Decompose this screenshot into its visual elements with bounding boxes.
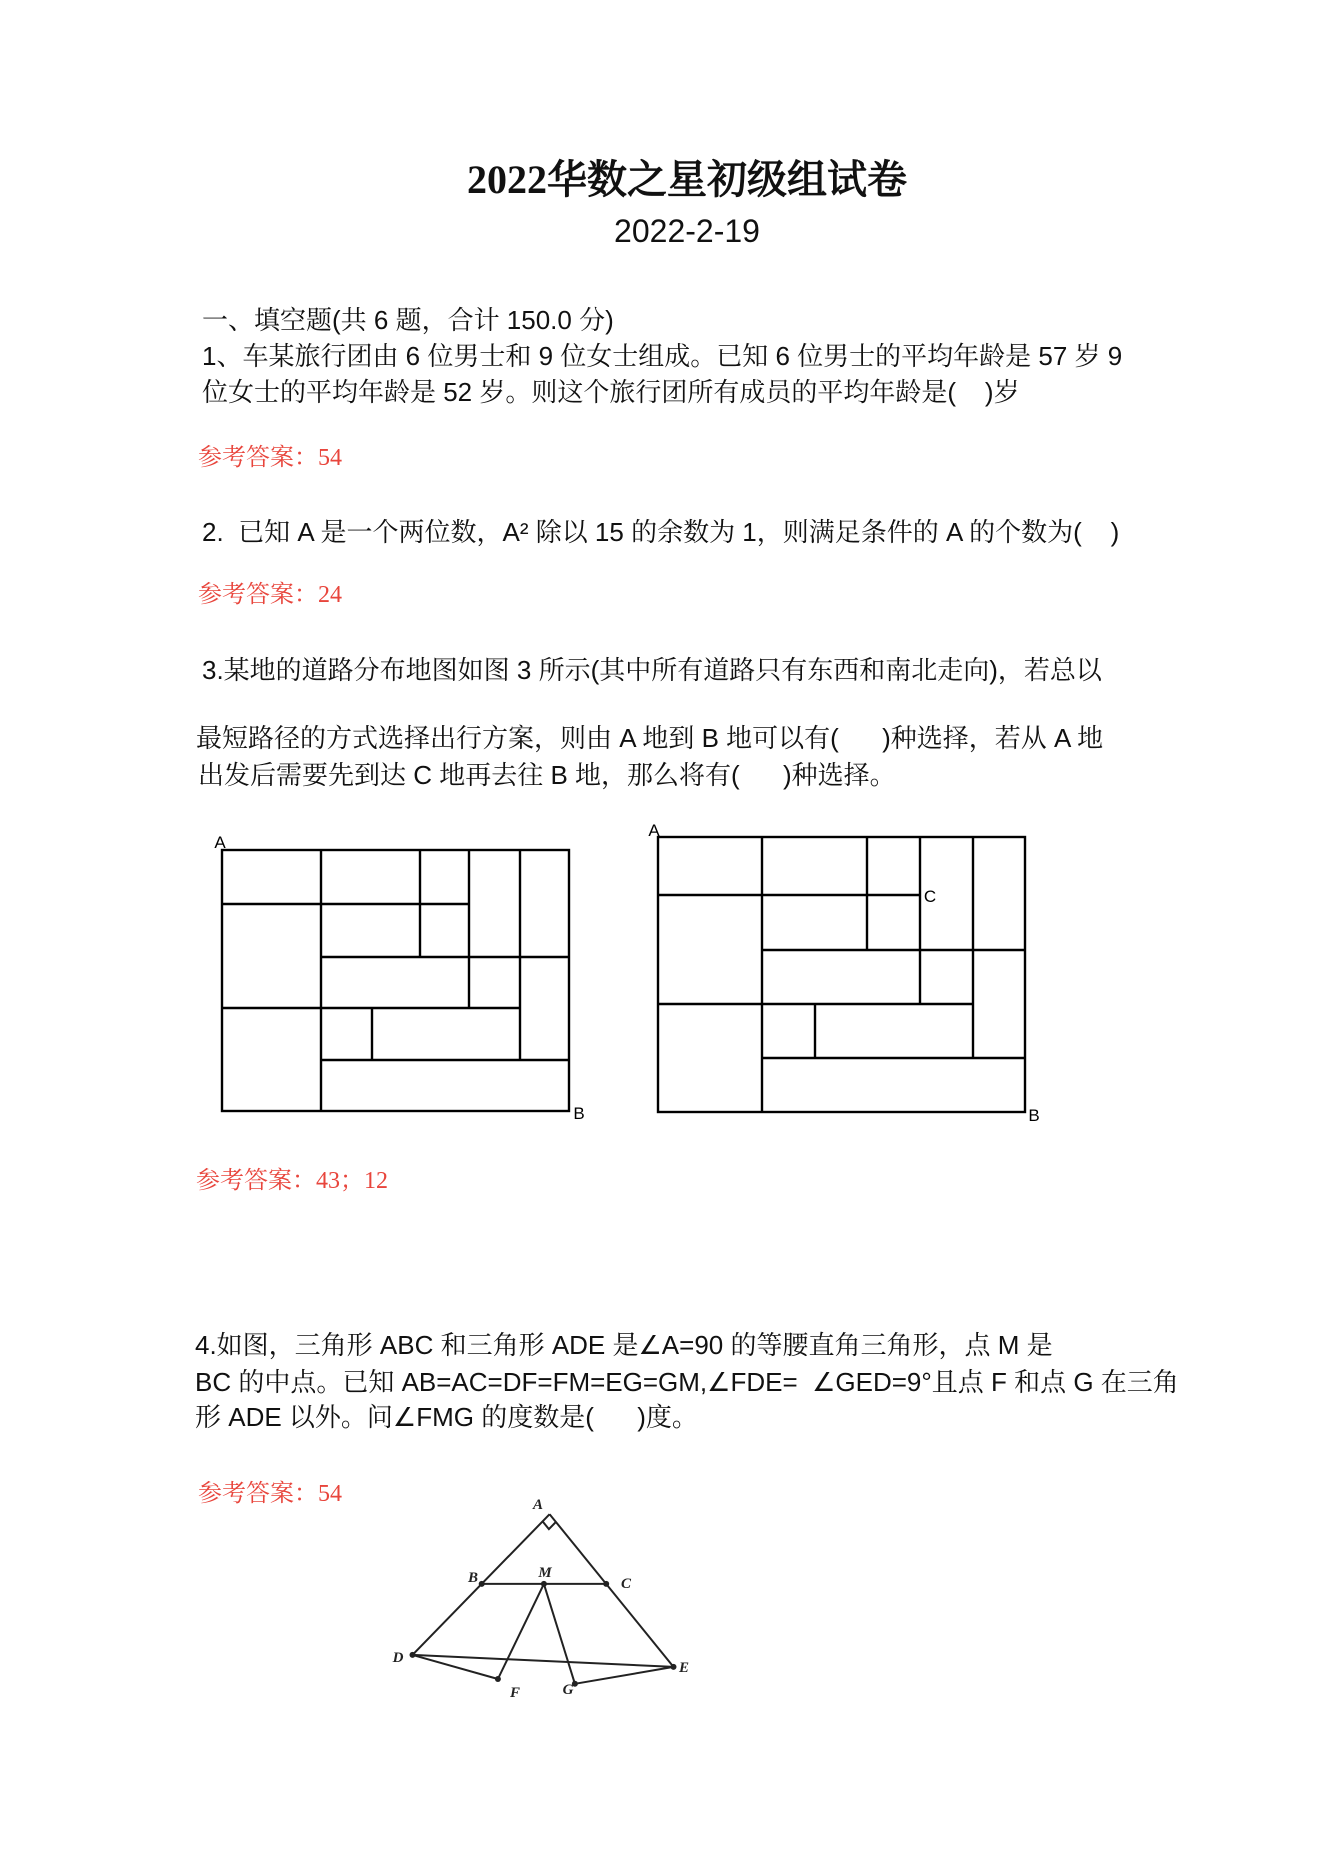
point-label-c: C [620,1576,632,1592]
point-marker [671,1664,677,1670]
question-2-line-1: 2. 已知 A 是一个两位数，A² 除以 15 的余数为 1，则满足条件的 A 的个数为( ) [202,517,1120,547]
point-marker [479,1581,485,1587]
point-label-m: M [538,1565,552,1581]
point-label-f: F [509,1685,521,1701]
point-marker [410,1652,416,1658]
map-border [222,850,569,1111]
question-3-line-3: 出发后需要先到达 C 地再去往 B 地，那么将有( )种选择。 [198,760,896,790]
triangle-side-ae [550,1514,674,1667]
right-angle-mark [543,1521,556,1529]
road-map-figure-1 [205,825,600,1130]
segment-fm [498,1584,544,1679]
point-label-d: D [392,1650,404,1666]
question-3-line-2: 最短路径的方式选择出行方案，则由 A 地到 B 地可以有( )种选择，若从 A 地 [196,723,1104,753]
point-label-a: A [214,833,226,852]
question-4-line-1: 4.如图，三角形 ABC 和三角形 ADE 是∠A=90 的等腰直角三角形，点 M 是 [195,1330,1053,1360]
question-2-answer: 参考答案：24 [198,582,342,608]
road-map-figure-2 [640,815,1060,1130]
point-marker [541,1581,547,1587]
point-label-g: G [562,1682,574,1698]
exam-title: 2022华数之星初级组试卷 [467,157,907,202]
point-label-c: C [923,887,937,906]
point-marker [495,1676,501,1682]
exam-date: 2022-2-19 [614,213,760,249]
question-3-answer: 参考答案：43；12 [196,1168,388,1194]
triangle-figure [385,1490,705,1710]
section-heading: 一、填空题(共 6 题，合计 150.0 分) [202,305,614,335]
question-4-answer: 参考答案：54 [198,1481,342,1507]
point-label-a: A [648,821,660,840]
point-label-e: E [678,1660,690,1676]
point-label-b: B [1028,1106,1040,1125]
question-4-line-3: 形 ADE 以外。问∠FMG 的度数是( )度。 [195,1402,698,1432]
segment-ge [575,1667,674,1684]
point-label-a: A [532,1497,544,1513]
segment-mg [544,1584,575,1684]
question-1-line-1: 1、车某旅行团由 6 位男士和 9 位女士组成。已知 6 位男士的平均年龄是 57 岁 9 [202,341,1123,371]
point-label-b: B [467,1570,479,1586]
map-border [658,837,1025,1112]
question-3-line-1: 3.某地的道路分布地图如图 3 所示(其中所有道路只有东西和南北走向)，若总以 [202,655,1102,685]
point-marker [603,1581,609,1587]
question-1-answer: 参考答案：54 [198,445,342,471]
question-4-line-2: BC 的中点。已知 AB=AC=DF=FM=EG=GM,∠FDE= ∠GED=9°且点 F 和点 G 在三角 [195,1367,1179,1397]
question-1-line-2: 位女士的平均年龄是 52 岁。则这个旅行团所有成员的平均年龄是( )岁 [202,377,1020,407]
point-label-b: B [573,1104,585,1123]
